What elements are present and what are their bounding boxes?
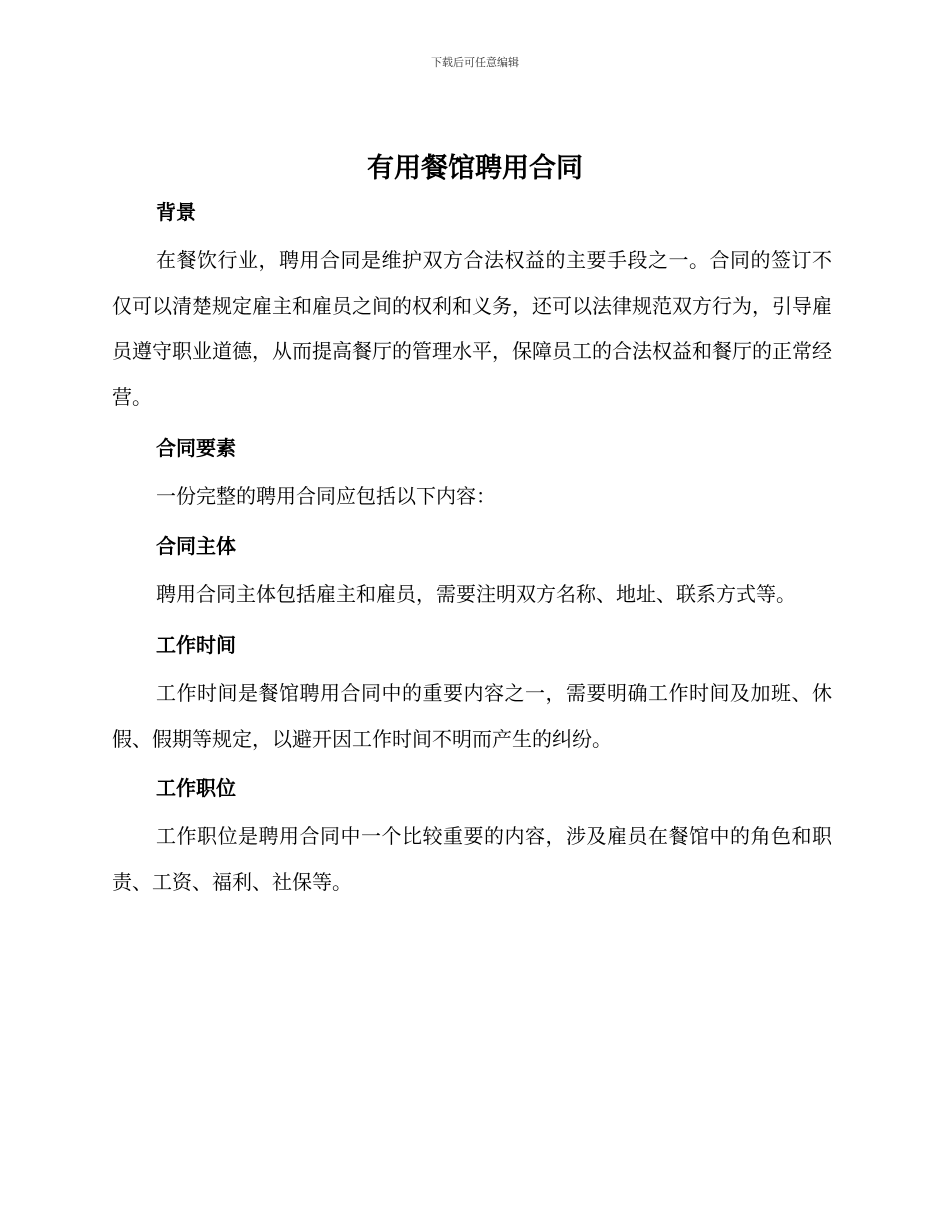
- document-title: 有用餐馆聘用合同: [367, 153, 583, 184]
- paragraph-background: 在餐饮行业，聘用合同是维护双方合法权益的主要手段之一。合同的签订不仅可以清楚规定雇主和雇员之间的权利和义务，还可以法律规范双方行为，引导雇员遵守职业道德，从而提高餐厅的管理水平，保障员工的合法权益和餐厅的正常经营。: [112, 248, 832, 409]
- paragraph-contract-elements: 一份完整的聘用合同应包括以下内容：: [156, 484, 496, 508]
- section-heading-contract-elements: 合同要素: [156, 436, 236, 460]
- section-heading-contract-parties: 合同主体: [156, 533, 236, 558]
- paragraph-contract-parties: 聘用合同主体包括雇主和雇员，需要注明双方名称、地址、联系方式等。: [156, 581, 796, 606]
- header-note: 下载后可任意编辑: [431, 56, 519, 69]
- section-heading-working-hours: 工作时间: [156, 633, 236, 657]
- paragraph-job-position: 工作职位是聘用合同中一个比较重要的内容，涉及雇员在餐馆中的角色和职责、工资、福利、社保等。: [112, 824, 832, 894]
- section-heading-background: 背景: [156, 200, 196, 224]
- document-body: [112, 196, 832, 905]
- paragraph-working-hours: 工作时间是餐馆聘用合同中的重要内容之一，需要明确工作时间及加班、休假、假期等规定，以避开因工作时间不明而产生的纠纷。: [112, 681, 832, 751]
- section-heading-job-position: 工作职位: [156, 776, 236, 800]
